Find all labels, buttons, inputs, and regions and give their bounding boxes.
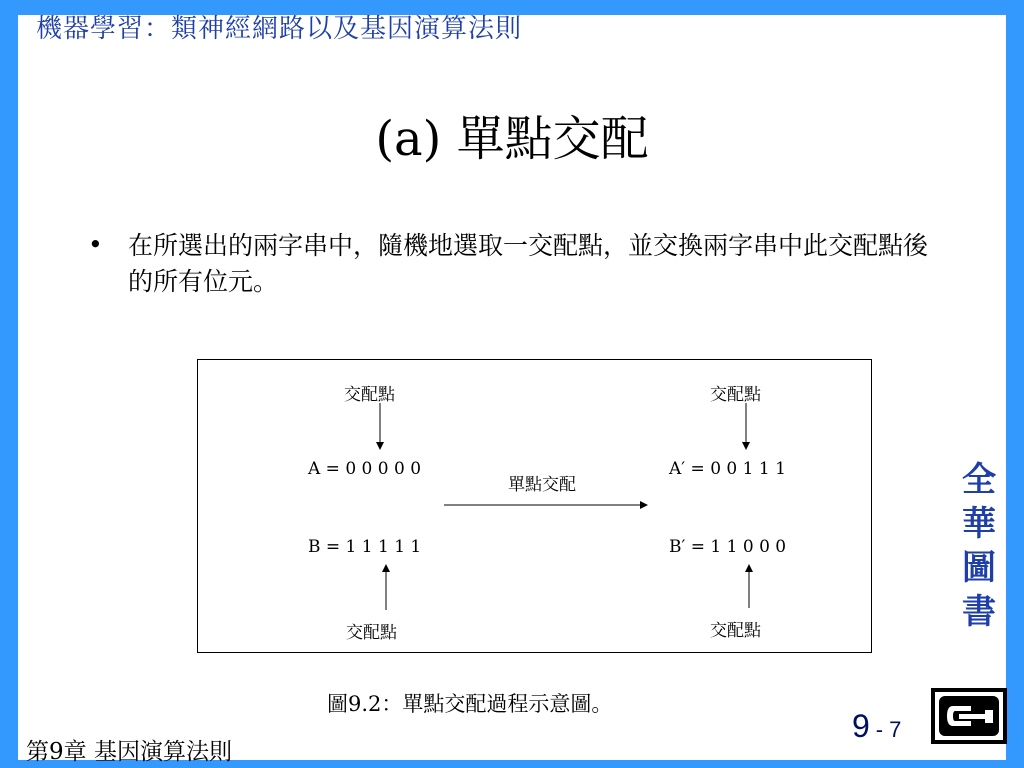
string-b-prime: B′ = 1 1 0 0 0 [669, 537, 787, 557]
string-a-prime: A′ = 0 0 1 1 1 [669, 459, 786, 479]
page-index: 7 [889, 717, 902, 742]
publisher-name: 全華圖書 [962, 460, 996, 632]
crossover-figure [197, 359, 872, 653]
header-title: 機器學習：類神經網路以及基因演算法則 [36, 14, 523, 44]
slide-title: (a) 單點交配 [375, 111, 649, 167]
figure-caption: 圖9.2：單點交配過程示意圖。 [327, 692, 613, 716]
page-chapter: 9 [852, 708, 870, 744]
page-number [852, 708, 901, 745]
crossover-point-label-bottom-right: 交配點 [710, 621, 761, 641]
operation-label: 單點交配 [508, 475, 576, 495]
crossover-point-label-bottom-left: 交配點 [346, 623, 397, 643]
crossover-point-label-top-right: 交配點 [710, 385, 761, 405]
bullet-dot-icon: • [88, 230, 103, 259]
publisher-logo-icon [931, 688, 1007, 744]
string-a: A = 0 0 0 0 0 [308, 459, 422, 479]
string-b: B = 1 1 1 1 1 [308, 537, 422, 557]
footer-chapter-title: 第9章 基因演算法則 [26, 739, 232, 765]
page-separator: - [875, 717, 884, 742]
crossover-point-label-top-left: 交配點 [344, 385, 395, 405]
bullet-text: 在所選出的兩字串中，隨機地選取一交配點，並交換兩字串中此交配點後的所有位元。 [128, 231, 929, 296]
figure-arrows [198, 360, 871, 652]
